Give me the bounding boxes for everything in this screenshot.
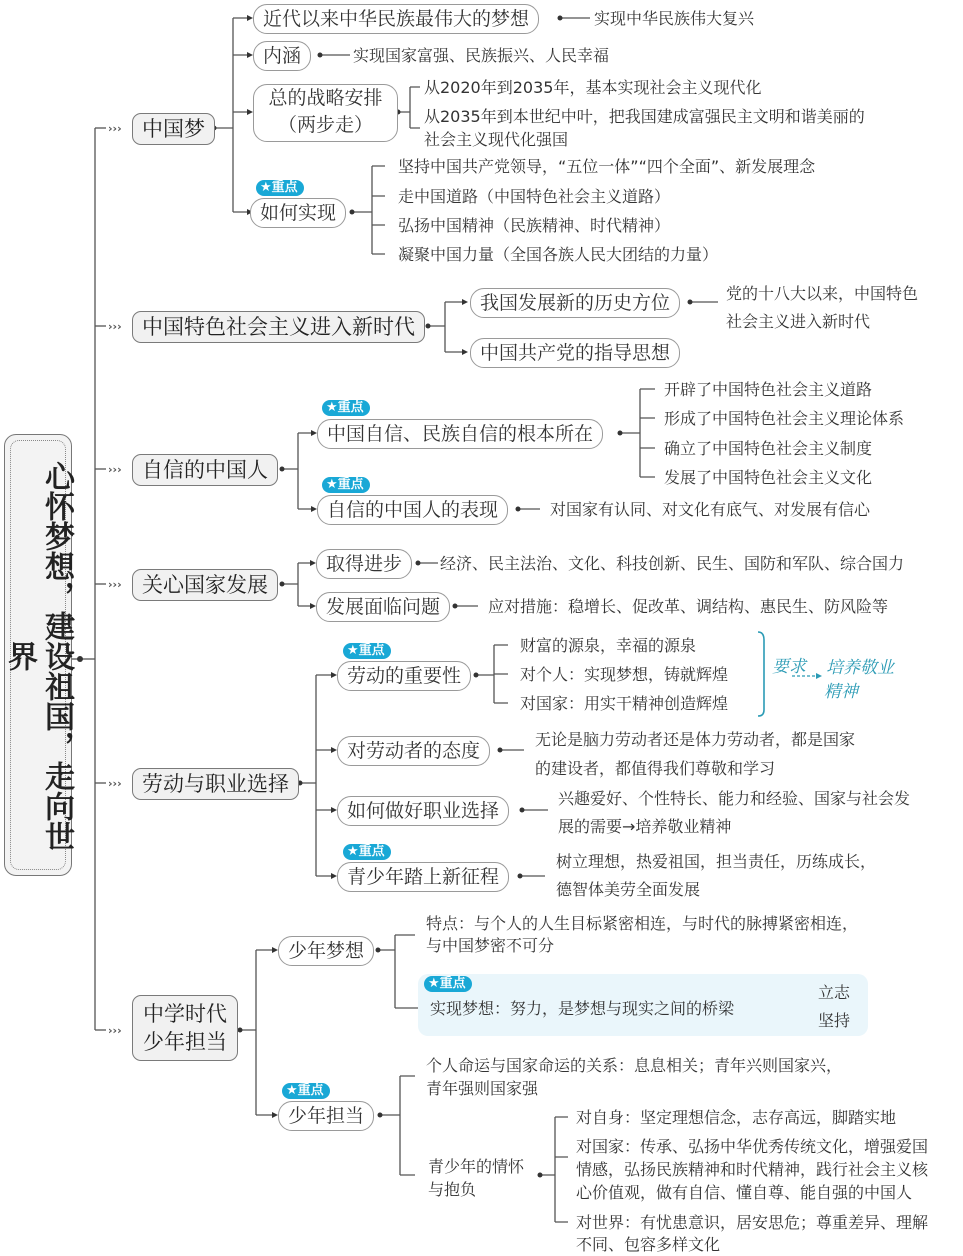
- text-world-a: 对世界：有忧患意识，居安思危；尊重差异、理解: [576, 1213, 929, 1232]
- text-attitude-a: 无论是脑力劳动者还是体力劳动者，都是国家: [535, 730, 856, 749]
- node-connotation[interactable]: 内涵: [253, 41, 311, 71]
- text-performance: 对国家有认同、对文化有底气、对发展有信心: [550, 500, 871, 519]
- badge-key: ★重点: [322, 400, 370, 416]
- badge-label: 重点: [358, 643, 385, 658]
- svg-text:›››: ›››: [108, 463, 122, 476]
- text-labor-3: 对国家：用实干精神创造辉煌: [520, 694, 729, 713]
- section-new-era[interactable]: 中国特色社会主义进入新时代: [132, 311, 425, 343]
- text-world-b: 不同、包容多样文化: [576, 1235, 721, 1254]
- svg-text:›››: ›››: [108, 320, 122, 333]
- handwritten-spirit: 精神: [824, 682, 858, 702]
- text-step1: 从2020年到2035年，基本实现社会主义现代化: [424, 78, 762, 97]
- text-achieve-3: 弘扬中国精神（民族精神、时代精神）: [398, 216, 671, 235]
- text-fate-b: 青年强则国家强: [426, 1079, 539, 1098]
- text-measures: 应对措施：稳增长、促改革、调结构、惠民生、防风险等: [488, 597, 889, 616]
- text-country-a: 对国家：传承、弘扬中华优秀传统文化，增强爱国: [576, 1137, 929, 1156]
- svg-text:›››: ›››: [108, 122, 122, 135]
- badge-key: ★重点: [322, 477, 370, 493]
- text-confidence-4: 发展了中国特色社会主义文化: [664, 468, 873, 487]
- badge-key: ★重点: [424, 976, 472, 992]
- node-strategy[interactable]: [253, 84, 398, 142]
- text-country-b: 情感，弘扬民族精神和时代精神，践行社会主义核: [576, 1160, 929, 1179]
- node-career-choice[interactable]: 如何做好职业选择: [337, 796, 509, 826]
- svg-text:›››: ›››: [108, 1024, 122, 1037]
- section-confident-chinese[interactable]: 自信的中国人: [132, 454, 278, 486]
- badge-label: 重点: [337, 400, 364, 415]
- badge-label: 重点: [297, 1083, 324, 1098]
- node-greatest-dream[interactable]: 近代以来中华民族最伟大的梦想: [253, 4, 539, 34]
- badge-label: 重点: [358, 844, 385, 859]
- text-resolve: 立志: [818, 983, 851, 1002]
- text-achieve-1: 坚持中国共产党领导，“五位一体”“四个全面”、新发展理念: [398, 157, 816, 176]
- text-position-b: 社会主义进入新时代: [726, 312, 871, 331]
- badge-key: ★重点: [343, 643, 391, 659]
- text-realize-dream: 实现梦想：努力，是梦想与现实之间的桥梁: [430, 999, 735, 1018]
- node-strategy-line2: （两步走）: [277, 114, 373, 136]
- badge-label: 重点: [337, 477, 364, 492]
- text-persist: 坚持: [818, 1011, 851, 1030]
- badge-key: ★重点: [256, 180, 304, 196]
- text-career-a: 兴趣爱好、个性特长、能力和经验、国家与社会发: [558, 789, 911, 808]
- text-confidence-1: 开辟了中国特色社会主义道路: [664, 380, 873, 399]
- svg-text:›››: ›››: [108, 777, 122, 790]
- node-attitude-workers[interactable]: 对劳动者的态度: [337, 736, 490, 766]
- node-progress[interactable]: 取得进步: [316, 549, 412, 579]
- node-guiding-thought[interactable]: 中国共产党的指导思想: [470, 338, 680, 368]
- text-labor-2: 对个人：实现梦想，铸就辉煌: [520, 665, 729, 684]
- text-country-c: 心价值观，做有自信、懂自尊、能自强的中国人: [576, 1183, 913, 1202]
- section-zhongguomeng[interactable]: 中国梦: [132, 113, 215, 145]
- badge-label: 重点: [439, 976, 466, 991]
- section-youth-responsibility[interactable]: [132, 995, 238, 1061]
- text-dream-feature-b: 与中国梦密不可分: [426, 936, 555, 955]
- section-youth-line1: 中学时代: [143, 1002, 227, 1026]
- text-step2-a: 从2035年到本世纪中叶，把我国建成富强民主文明和谐美丽的: [424, 107, 865, 126]
- node-youth-responsibility[interactable]: 少年担当: [278, 1101, 374, 1131]
- text-self: 对自身：坚定理想信念，志存高远，脚踏实地: [576, 1108, 897, 1127]
- node-how-achieve[interactable]: 如何实现: [250, 198, 346, 228]
- text-position-a: 党的十八大以来，中国特色: [726, 284, 919, 303]
- text-revival: 实现中华民族伟大复兴: [594, 9, 755, 28]
- text-achieve-4: 凝聚中国力量（全国各族人民大团结的力量）: [398, 245, 719, 264]
- text-fate-a: 个人命运与国家命运的关系：息息相关；青年兴则国家兴，: [426, 1056, 843, 1075]
- text-dream-feature-a: 特点：与个人的人生目标紧密相连，与时代的脉搏紧密相连，: [426, 914, 859, 933]
- node-strategy-line1: 总的战略安排: [268, 87, 383, 109]
- root-title: 心怀梦想，建设祖国，走向世界: [2, 461, 74, 851]
- text-journey-b: 德智体美劳全面发展: [556, 880, 701, 899]
- text-progress: 经济、民主法治、文化、科技创新、民生、国防和军队、综合国力: [440, 554, 905, 573]
- badge-key: ★重点: [282, 1083, 330, 1099]
- node-labor-importance[interactable]: 劳动的重要性: [337, 661, 471, 691]
- node-confidence-performance[interactable]: 自信的中国人的表现: [317, 495, 508, 525]
- node-problems[interactable]: 发展面临问题: [316, 592, 450, 622]
- node-historical-position[interactable]: 我国发展新的历史方位: [470, 288, 680, 318]
- text-aspiration-2: 与抱负: [428, 1180, 477, 1199]
- node-new-journey[interactable]: 青少年踏上新征程: [337, 862, 509, 892]
- node-youth-dream[interactable]: 少年梦想: [278, 936, 374, 966]
- root-node: [4, 434, 72, 876]
- section-youth-line2: 少年担当: [143, 1030, 227, 1054]
- badge-key: ★重点: [343, 844, 391, 860]
- text-confidence-2: 形成了中国特色社会主义理论体系: [664, 409, 905, 428]
- text-labor-1: 财富的源泉，幸福的源泉: [520, 636, 697, 655]
- text-step2-b: 社会主义现代化强国: [424, 130, 569, 149]
- section-national-development[interactable]: 关心国家发展: [132, 569, 278, 601]
- badge-label: 重点: [271, 180, 298, 195]
- text-aspiration-1: 青少年的情怀: [428, 1157, 525, 1176]
- section-labor-career[interactable]: 劳动与职业选择: [132, 768, 299, 800]
- text-confidence-3: 确立了中国特色社会主义制度: [664, 439, 873, 458]
- node-root-of-confidence[interactable]: 中国自信、民族自信的根本所在: [317, 419, 603, 449]
- text-attitude-b: 的建设者，都值得我们尊敬和学习: [535, 759, 776, 778]
- handwritten-requirement: 要求: [772, 657, 806, 677]
- text-connotation: 实现国家富强、民族振兴、人民幸福: [353, 46, 610, 65]
- svg-text:›››: ›››: [108, 578, 122, 591]
- handwritten-cultivate: 培养敬业: [826, 658, 894, 678]
- text-career-b: 展的需要→培养敬业精神: [558, 817, 732, 836]
- text-journey-a: 树立理想，热爱祖国，担当责任，历练成长，: [556, 852, 877, 871]
- text-achieve-2: 走中国道路（中国特色社会主义道路）: [398, 187, 671, 206]
